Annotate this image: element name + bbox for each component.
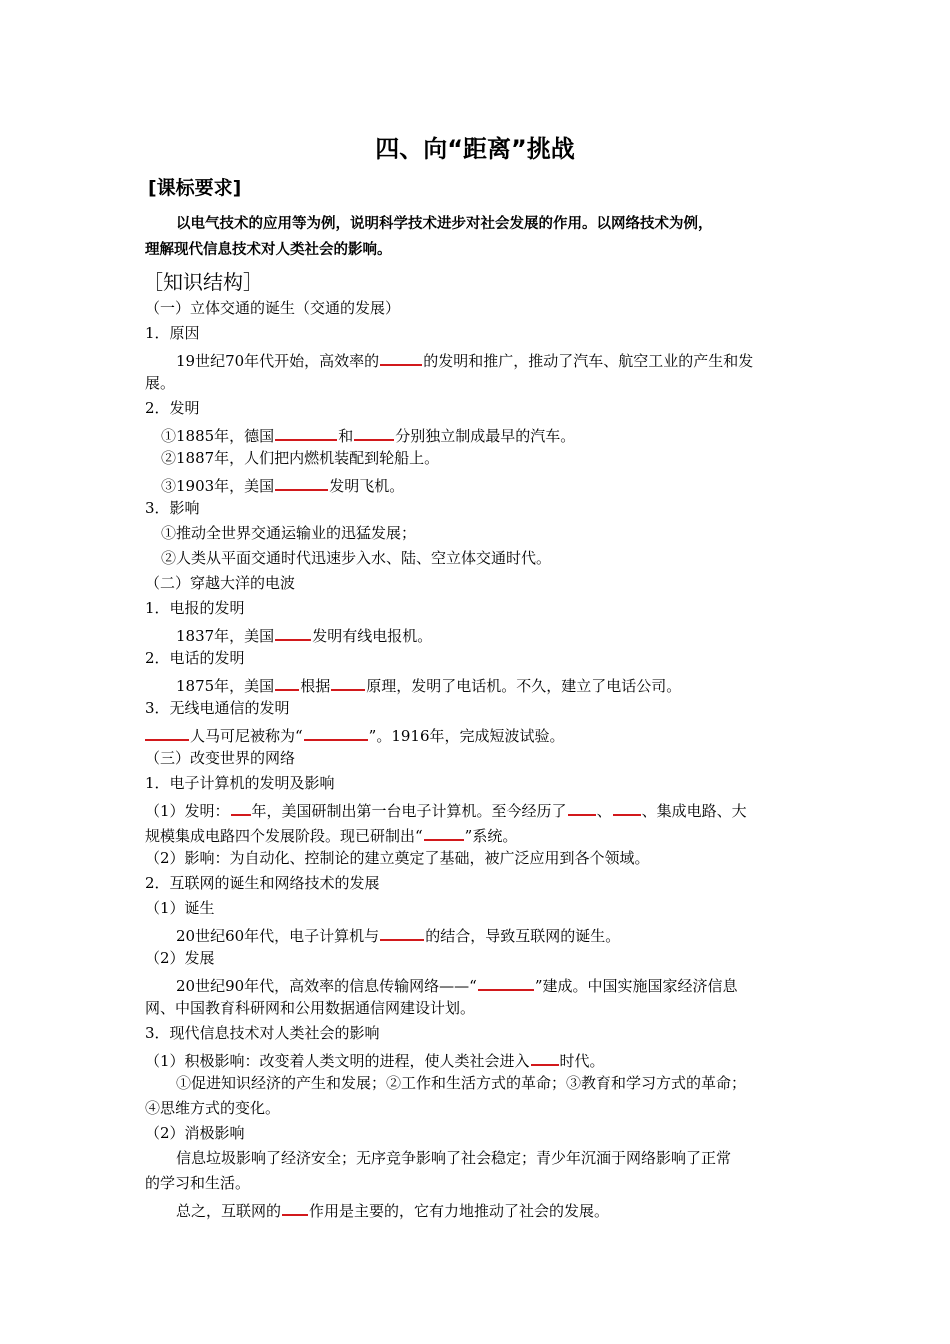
- text-line: 1875年，美国 根据 原理，发明了电话机。不久，建立了电话公司。: [176, 673, 681, 696]
- text-line: 19世纪70年代开始，高效率的 的发明和推广，推动了汽车、航空工业的产生和发: [176, 348, 753, 371]
- text-line: ①促进知识经济的产生和发展；②工作和生活方式的革命；③教育和学习方式的革命；: [176, 1074, 747, 1092]
- blank: [424, 823, 464, 841]
- item-modern-it: 3．现代信息技术对人类社会的影响: [145, 1024, 380, 1042]
- text-line: 网、中国教育科研网和公用数据通信网建设计划。: [145, 999, 476, 1017]
- blank: [568, 798, 596, 816]
- blank: [275, 423, 337, 441]
- text-line: 规模集成电路四个发展阶段。现已研制出“ ”系统。: [145, 823, 517, 846]
- text-line: 1837年，美国 发明有线电报机。: [176, 623, 432, 646]
- item-internet: 2．互联网的诞生和网络技术的发展: [145, 874, 380, 892]
- text-line: 展。: [145, 374, 176, 392]
- subsection-transport: （一）立体交通的诞生（交通的发展）: [145, 299, 401, 317]
- text-line: （2）影响：为自动化、控制论的建立奠定了基础，被广泛应用到各个领域。: [145, 849, 650, 867]
- text-line: 20世纪60年代，电子计算机与 的结合，导致互联网的诞生。: [176, 923, 620, 946]
- item-impact: 3．影响: [145, 499, 200, 517]
- text-line: （1）积极影响：改变着人类文明的进程，使人类社会进入 时代。: [145, 1048, 605, 1071]
- text-line: 总之，互联网的 作用是主要的，它有力地推动了社会的发展。: [176, 1198, 609, 1221]
- blank: [282, 1198, 308, 1216]
- text-line: 的学习和生活。: [145, 1174, 251, 1192]
- blank: [231, 798, 251, 816]
- text-line: ④思维方式的变化。: [145, 1099, 281, 1117]
- text-line: 信息垃圾影响了经济安全；无序竞争影响了社会稳定；青少年沉湎于网络影响了正常: [176, 1149, 732, 1167]
- blank: [380, 923, 424, 941]
- text-line: ②人类从平面交通时代迅速步入水、陆、空立体交通时代。: [161, 549, 552, 567]
- blank: [275, 473, 328, 491]
- text-line: （2）发展: [145, 949, 215, 967]
- section-heading-requirements: [课标要求]: [148, 177, 242, 199]
- blank: [531, 1048, 559, 1066]
- item-computer: 1．电子计算机的发明及影响: [145, 774, 335, 792]
- page-title: 四、向“距离”挑战: [375, 135, 575, 163]
- item-telephone: 2．电话的发明: [145, 649, 245, 667]
- subsection-network: （三）改变世界的网络: [145, 749, 296, 767]
- text-line: （1）发明： 年，美国研制出第一台电子计算机。至今经历了 、 、集成电路、大: [145, 798, 747, 821]
- blank: [478, 973, 534, 991]
- blank: [304, 723, 368, 741]
- item-cause: 1．原因: [145, 324, 200, 342]
- blank: [354, 423, 394, 441]
- blank: [145, 723, 189, 741]
- text-line: ①1885年，德国 和 分别独立制成最早的汽车。: [161, 423, 575, 446]
- blank: [613, 798, 641, 816]
- item-invention: 2．发明: [145, 399, 200, 417]
- text-line: ③1903年，美国 发明飞机。: [161, 473, 404, 496]
- text-line: （1）诞生: [145, 899, 215, 917]
- text-line: 20世纪90年代，高效率的信息传输网络——“ ”建成。中国实施国家经济信息: [176, 973, 738, 996]
- blank: [380, 348, 422, 366]
- text-line: ②1887年，人们把内燃机装配到轮船上。: [161, 449, 440, 467]
- blank: [331, 673, 365, 691]
- text-line: ①推动全世界交通运输业的迅猛发展；: [161, 524, 417, 542]
- requirements-line-1: 以电气技术的应用等为例，说明科学技术进步对社会发展的作用。以网络技术为例，: [176, 216, 713, 232]
- blank: [275, 623, 311, 641]
- section-heading-knowledge: ［知识结构］: [143, 270, 263, 294]
- item-telegraph: 1．电报的发明: [145, 599, 245, 617]
- text-line: （2）消极影响: [145, 1124, 245, 1142]
- item-wireless: 3．无线电通信的发明: [145, 699, 290, 717]
- text-line: 人马可尼被称为“ ”。1916年，完成短波试验。: [145, 723, 565, 746]
- subsection-radio: （二）穿越大洋的电波: [145, 574, 296, 592]
- requirements-line-2: 理解现代信息技术对人类社会的影响。: [145, 242, 392, 258]
- blank: [275, 673, 299, 691]
